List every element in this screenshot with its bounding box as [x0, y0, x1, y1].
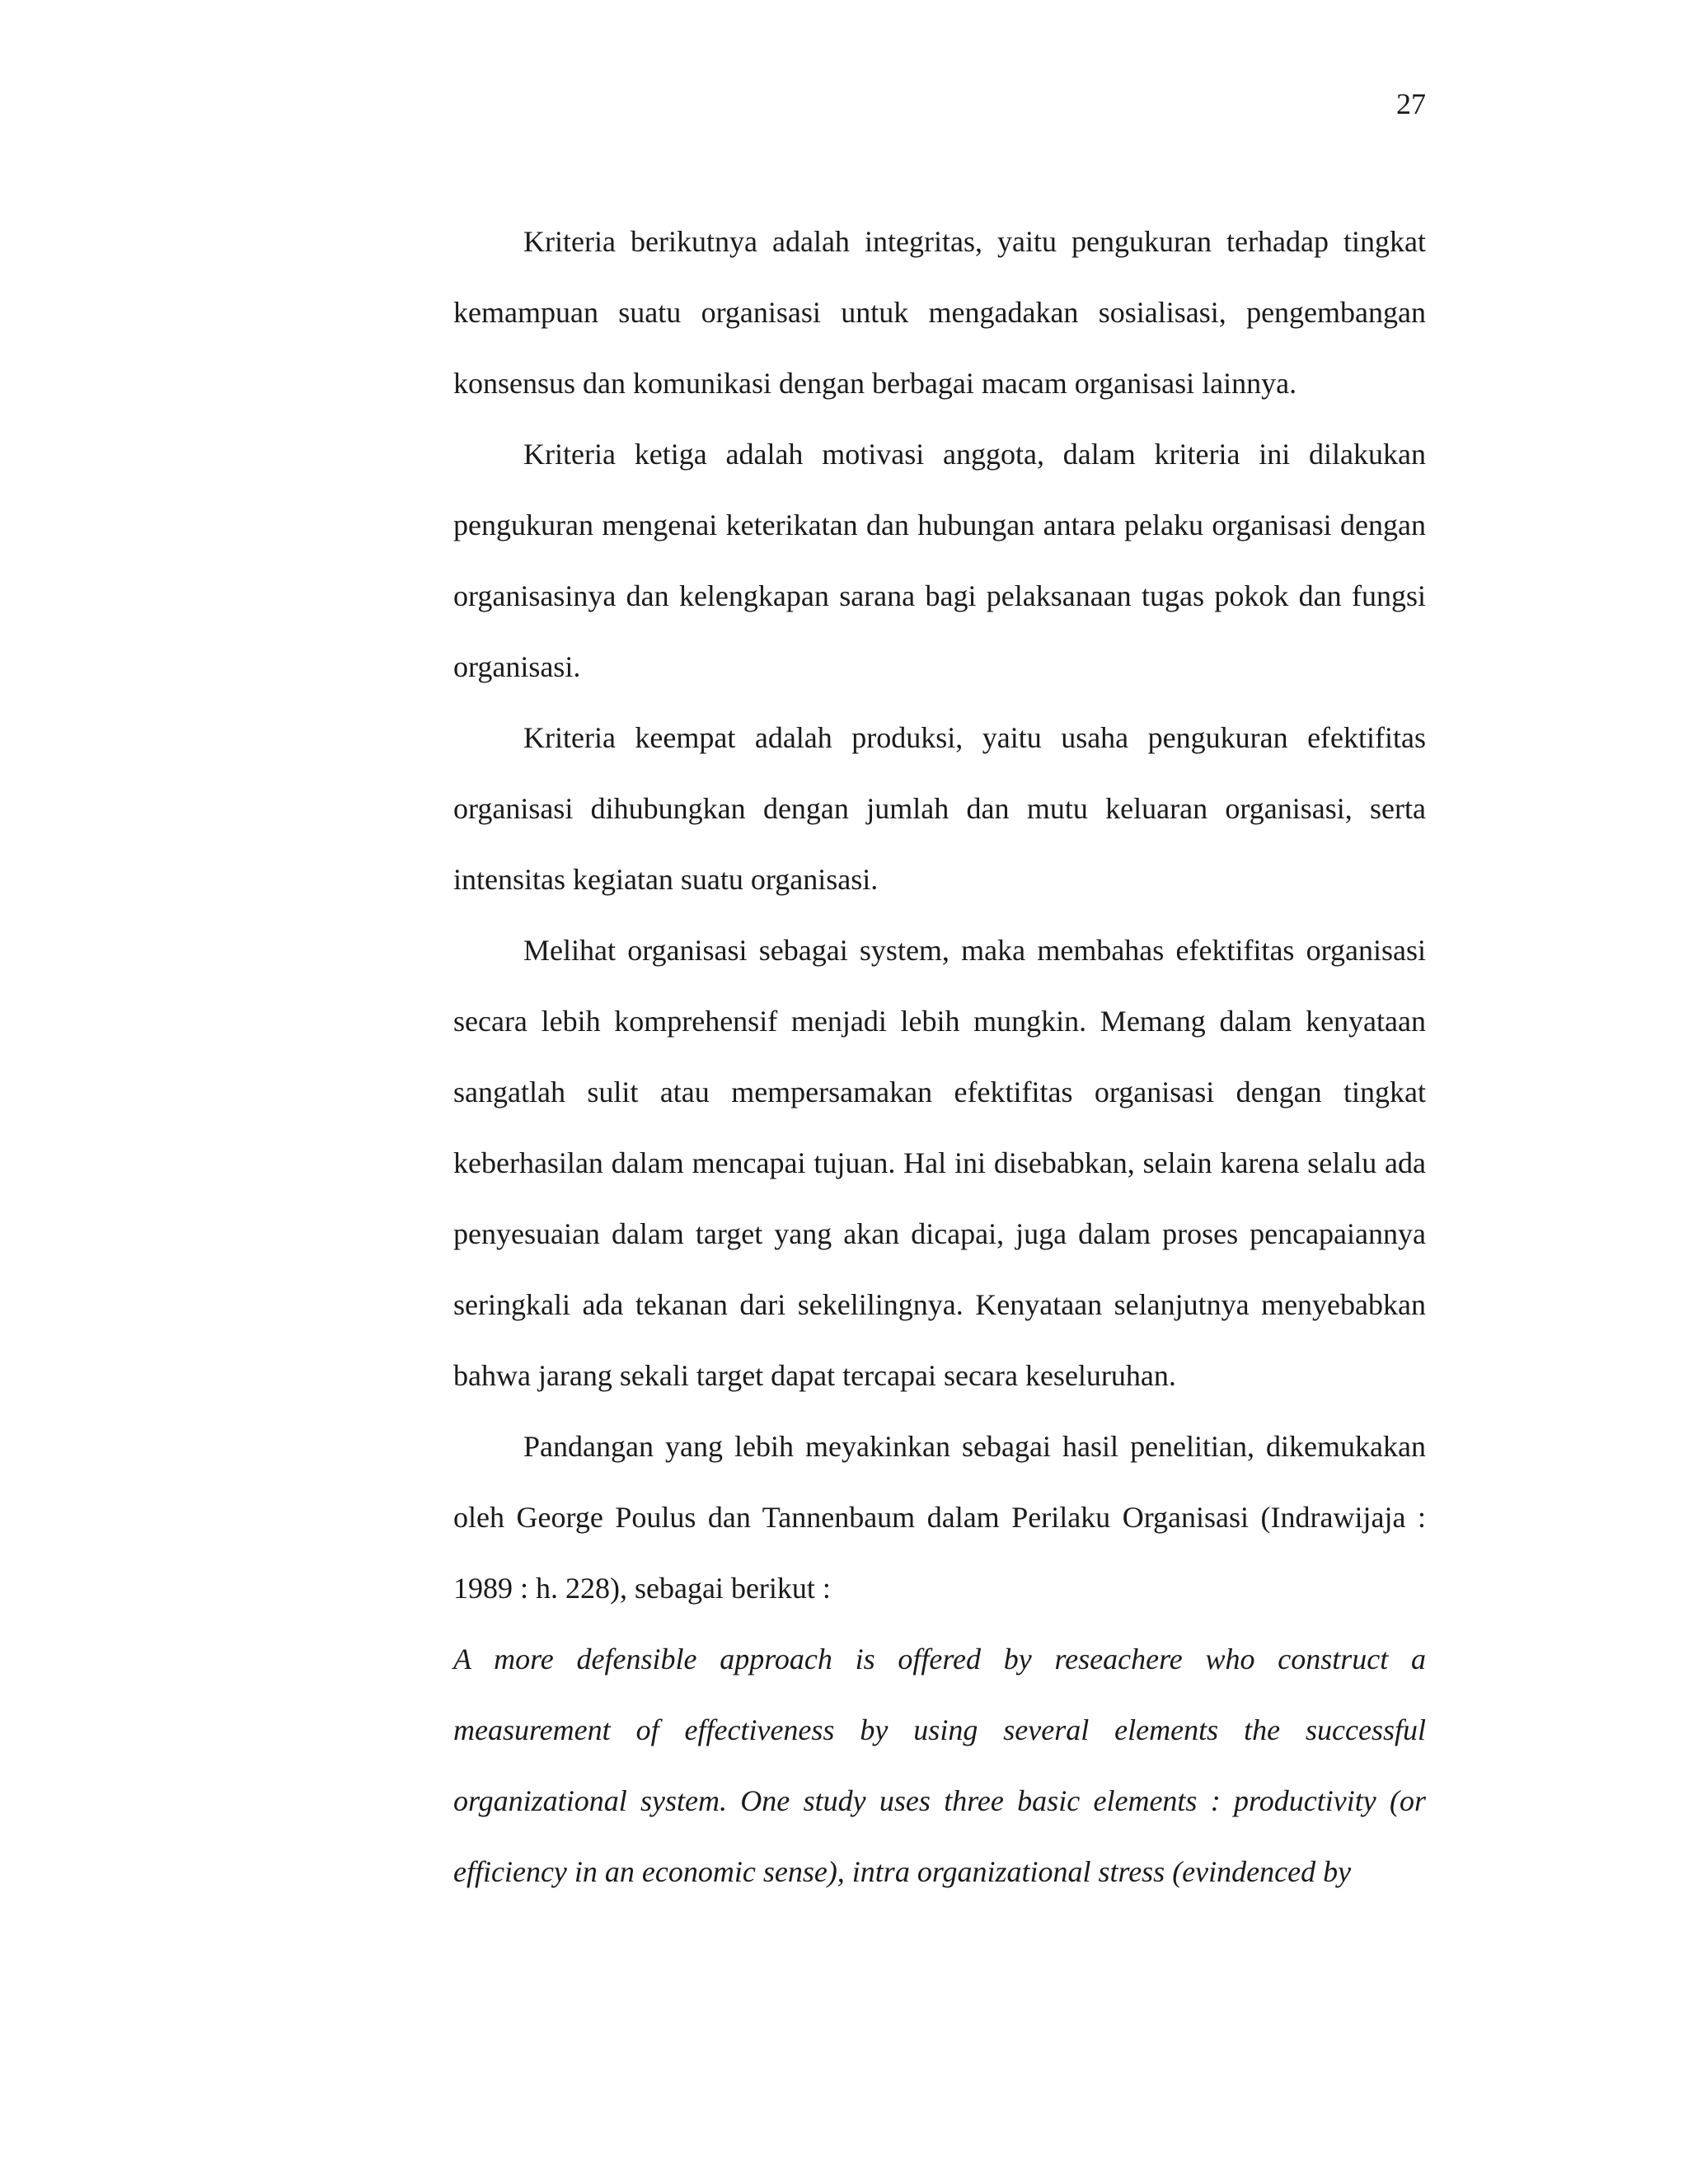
paragraph-system: Melihat organisasi sebagai system, maka membahas efektifitas organisasi secara lebih komprehensif menjadi lebih mungkin. Memang dalam kenyataan sangatlah sulit atau mempersamakan efektifitas organisasi dengan tingkat keberhasilan dalam mencapai tujuan. Hal ini disebabkan, selain karena selalu ada penyesuaian dalam target yang akan dicapai, juga dalam proses pencapaiannya seringkali ada tekanan dari sekelilingnya. Kenyataan selanjutnya menyebabkan bahwa jarang sekali target dapat tercapai secara keseluruhan.: [453, 934, 1426, 1392]
page-number: 27: [1396, 87, 1426, 120]
document-body: [453, 206, 1426, 1907]
english-quote: A more defensible approach is offered by reseachere who construct a measurement of effectiveness by using several elements the successful organizational system. One study uses three basic elements : productivity (or efficiency in an economic sense), intra organizational stress (evindenced by: [453, 1643, 1426, 1888]
paragraph-pandangan: Pandangan yang lebih meyakinkan sebagai hasil penelitian, dikemukakan oleh George Poulus dan Tannenbaum dalam Perilaku Organisasi (Indrawijaja : 1989 : h. 228), sebagai berikut :: [453, 1430, 1426, 1605]
paragraph-integritas: Kriteria berikutnya adalah integritas, yaitu pengukuran terhadap tingkat kemampuan suatu organisasi untuk mengadakan sosialisasi, pengembangan konsensus dan komunikasi dengan berbagai macam organisasi lainnya.: [453, 225, 1426, 400]
paragraph-produksi: Kriteria keempat adalah produksi, yaitu usaha pengukuran efektifitas organisasi dihubungkan dengan jumlah dan mutu keluaran organisasi, serta intensitas kegiatan suatu organisasi.: [453, 721, 1426, 896]
paragraph-motivasi: Kriteria ketiga adalah motivasi anggota, dalam kriteria ini dilakukan pengukuran mengenai keterikatan dan hubungan antara pelaku organisasi dengan organisasinya dan kelengkapan sarana bagi pelaksanaan tugas pokok dan fungsi organisasi.: [453, 438, 1426, 683]
